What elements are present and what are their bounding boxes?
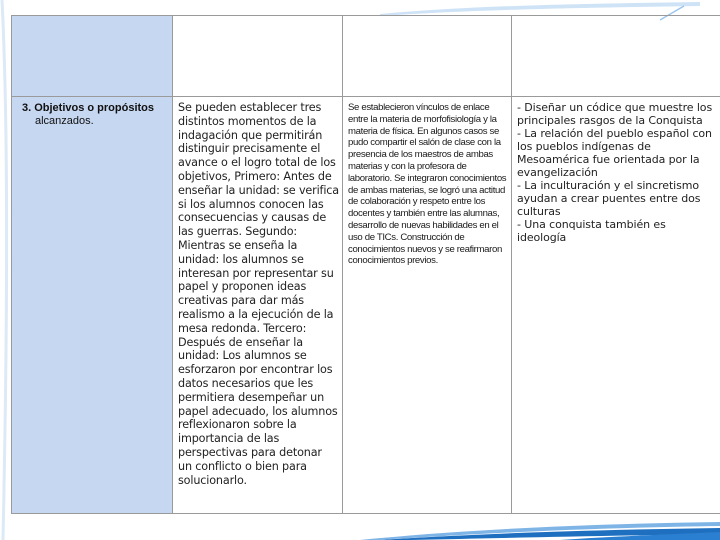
empty-cell — [173, 16, 343, 97]
row-label-cell — [12, 97, 173, 514]
row-label-title: 3. Objetivos o propósitos — [22, 102, 155, 114]
row-label-continuation: alcanzados. — [35, 115, 94, 127]
empty-label-cell — [12, 16, 173, 97]
table-row — [12, 16, 720, 97]
empty-cell — [343, 16, 512, 97]
outcomes-list — [512, 97, 720, 244]
links-cell — [343, 97, 512, 514]
empty-cell — [512, 16, 720, 97]
list-item: - Una conquista también es ideología — [517, 218, 666, 244]
outcomes-cell — [512, 97, 720, 514]
links-text: Se establecieron vínculos de enlace entre la materia de morfofisiología y la materia de física. En algunos casos se pudo compartir el salón de clase con la presencia de los maestros de ambas materias y con la profesora de laboratorio. Se integraron conocimientos de ambas materias, se logró una actitud de colaboración y respeto entre los docentes y también entre las alumnas, desarrollo de nuevas habilidades en el uso de TICs. Construcción de conocimientos nuevos y se reafirmaron conocimientos previos. — [348, 102, 507, 267]
moments-cell — [173, 97, 343, 514]
list-item: - Diseñar un códice que muestre los principales rasgos de la Conquista — [517, 101, 713, 127]
list-item: - La inculturación y el sincretismo ayudan a crear puentes entre dos culturas — [517, 179, 701, 218]
table-row — [12, 97, 720, 514]
objectives-table — [11, 15, 720, 514]
row-label — [12, 97, 172, 128]
bottom-decorative-swoosh — [0, 510, 720, 540]
list-item: - La relación del pueblo español con los pueblos indígenas de Mesoamérica fue orientada por la evangelización — [517, 127, 712, 179]
moments-text: Se pueden establecer tres distintos momentos de la indagación que permitirán distinguir precisamente el avance o el logro total de los objetivos, Primero: Antes de enseñar la unidad: se verifica si los alumnos conocen las consecuencias y causas de las guerras. Segundo: Mientras se enseña la unidad: los alumnos se interesan por representar su papel y proponen ideas creativas para dar más realismo a la ejecución de la mesa redonda. Tercero: Después de enseñar la unidad: Los alumnos se esforzaron por encontrar los datos necesarios que les permitiera desempeñar un papel adecuado, los alumnos reflexionaron sobre la importancia de las perspectivas para detonar un conflicto o bien para solucionarlo. — [178, 101, 340, 487]
